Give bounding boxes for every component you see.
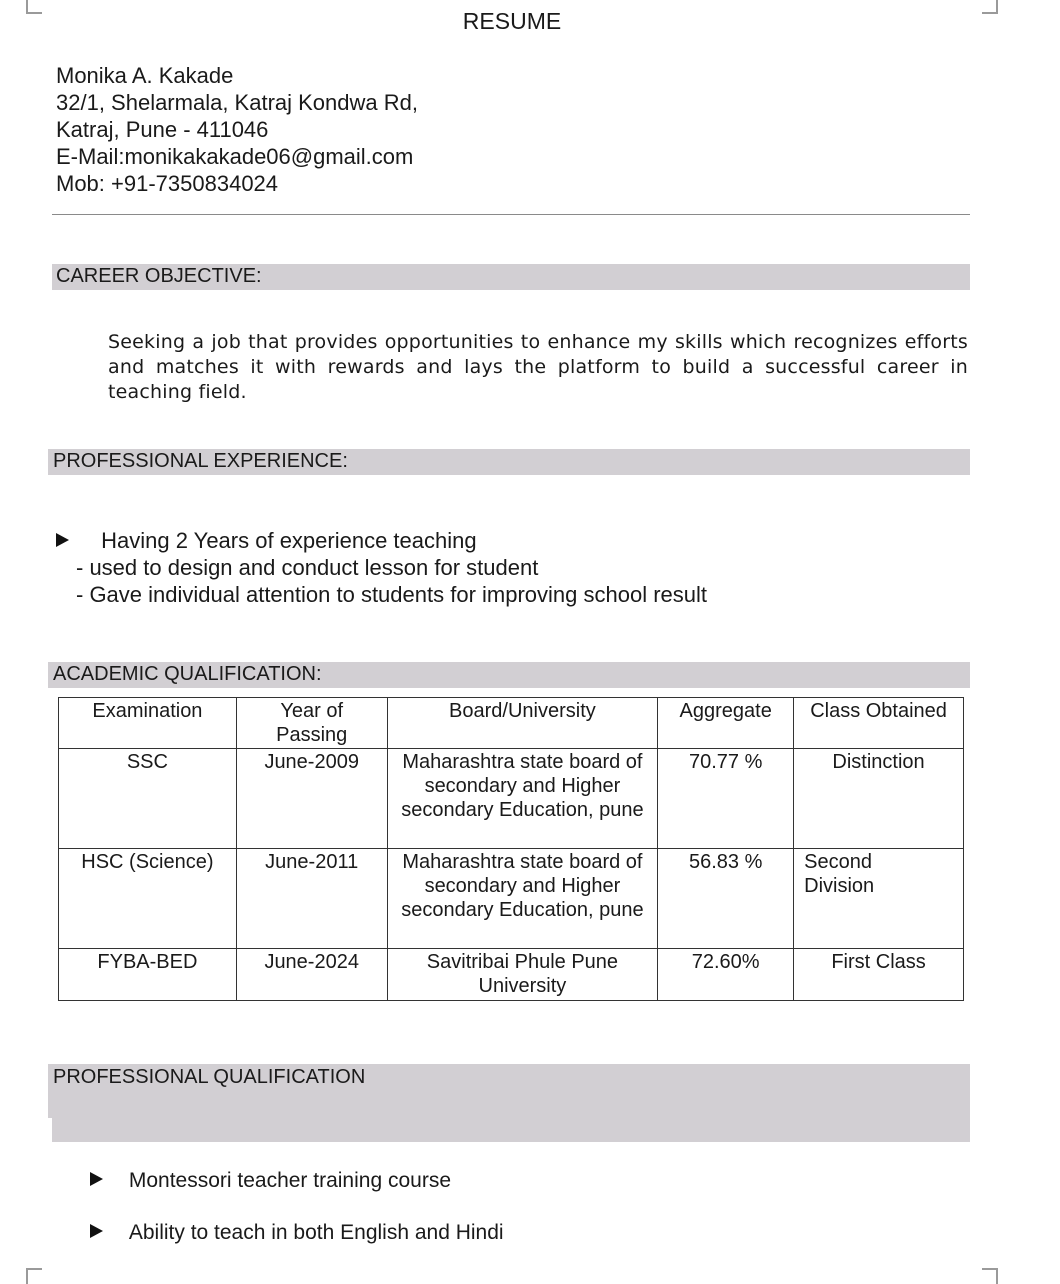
arrow-bullet-icon: [90, 1172, 103, 1186]
table-cell: June-2011: [236, 849, 387, 949]
table-cell: June-2024: [236, 949, 387, 1001]
table-row: [59, 849, 964, 949]
academic-qualification-heading: ACADEMIC QUALIFICATION:: [53, 663, 322, 685]
column-header: Aggregate: [658, 698, 794, 749]
table-cell: June-2009: [236, 749, 387, 849]
table-cell: 56.83 %: [658, 849, 794, 949]
arrow-bullet-icon: [90, 1224, 103, 1238]
qualification-item: Ability to teach in both English and Hindi: [128, 1221, 504, 1244]
table-cell: First Class: [794, 949, 964, 1001]
table-cell: SSC: [59, 749, 237, 849]
column-header: Year of Passing: [236, 698, 387, 749]
qualification-item: Montessori teacher training course: [128, 1169, 452, 1192]
table-cell: FYBA-BED: [59, 949, 237, 1001]
table-cell: Maharashtra state board of secondary and Higher secondary Education, pune: [387, 849, 658, 949]
table-cell: Distinction: [794, 749, 964, 849]
table-cell: HSC (Science): [59, 849, 237, 949]
arrow-bullet-icon: [56, 533, 69, 547]
table-header-row: [59, 698, 964, 749]
table-cell: 70.77 %: [658, 749, 794, 849]
header-divider: [52, 214, 970, 215]
table-row: [59, 949, 964, 1001]
table-cell: Second Division: [794, 849, 964, 949]
contact-header: [56, 62, 418, 197]
address-line-1: 32/1, Shelarmala, Katraj Kondwa Rd,: [56, 90, 418, 115]
document-title: RESUME: [462, 8, 562, 34]
professional-qualification-heading: PROFESSIONAL QUALIFICATION: [53, 1066, 366, 1088]
professional-experience-heading: PROFESSIONAL EXPERIENCE:: [53, 450, 348, 472]
table-cell: Savitribai Phule Pune University: [387, 949, 658, 1001]
list-item: [90, 1221, 504, 1245]
applicant-name: Monika A. Kakade: [56, 63, 234, 88]
academic-table: [58, 697, 964, 1001]
experience-detail: - Gave individual attention to students for improving school result: [76, 582, 707, 607]
column-header: Class Obtained: [794, 698, 964, 749]
mobile-text: Mob: +91-7350834024: [56, 171, 279, 196]
career-objective-text: Seeking a job that provides opportunities to enhance my skills which recognizes efforts and matches it with rewards and lays the platform to build a successful career in teaching field.: [108, 331, 968, 403]
corner-mark-bottom-right: [982, 1268, 998, 1284]
experience-detail: - used to design and conduct lesson for student: [76, 555, 539, 580]
table-cell: Maharashtra state board of secondary and Higher secondary Education, pune: [387, 749, 658, 849]
experience-bullet: [56, 528, 477, 554]
table-row: [59, 749, 964, 849]
column-header: Board/University: [387, 698, 658, 749]
list-item: [90, 1169, 451, 1193]
career-objective-heading: CAREER OBJECTIVE:: [56, 265, 262, 287]
column-header: Examination: [59, 698, 237, 749]
corner-mark-bottom-left: [26, 1268, 42, 1284]
experience-bullet-text: Having 2 Years of experience teaching: [101, 528, 477, 553]
email-text: E-Mail:monikakakade06@gmail.com: [56, 144, 414, 169]
table-cell: 72.60%: [658, 949, 794, 1001]
address-line-2: Katraj, Pune - 411046: [56, 117, 269, 142]
professional-qualification-band-lower: [52, 1116, 970, 1142]
